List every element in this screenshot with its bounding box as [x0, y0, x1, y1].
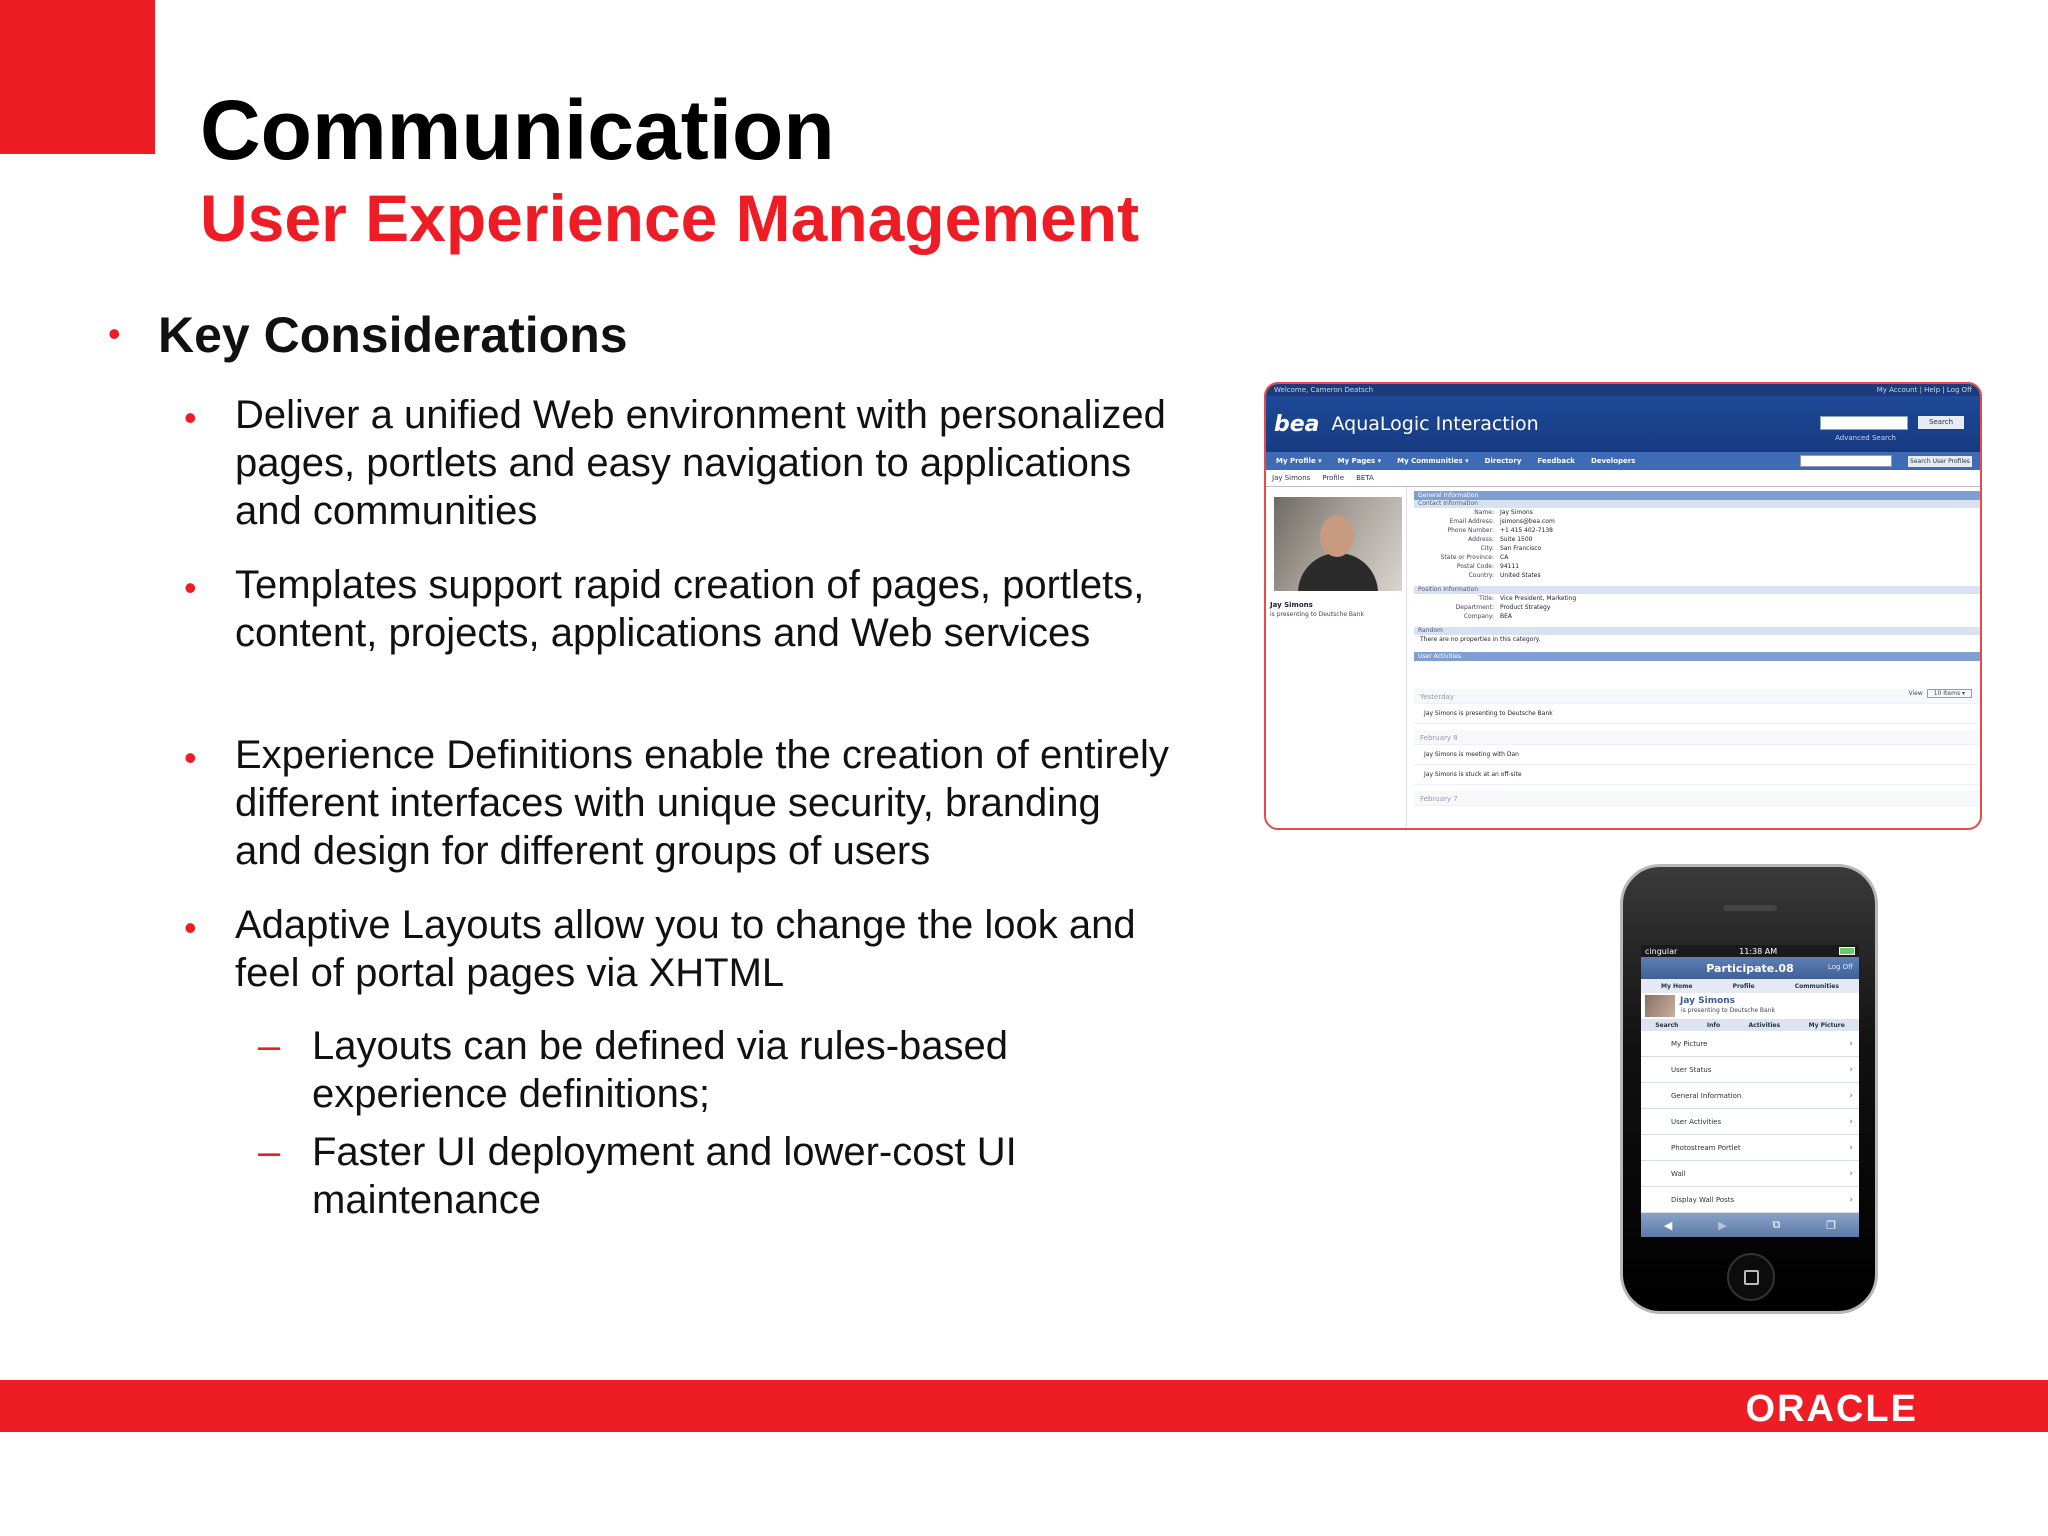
portal-right-column	[1414, 487, 1980, 806]
iphone-mockup	[1620, 864, 1878, 1314]
home-square-icon	[1744, 1270, 1759, 1285]
bullet-item-1: Deliver a unified Web environment with personalized pages, portlets and easy navigation to applications and communities	[235, 393, 1166, 533]
field-value: San Francisco	[1500, 545, 1542, 552]
activity-item: Jay Simons is presenting to Deutsche Bank	[1414, 704, 1980, 724]
section-position-information: Position Information	[1414, 586, 1980, 594]
field-label: Phone Number:	[1447, 527, 1494, 534]
portal-left-column	[1266, 487, 1407, 827]
portal-body	[1266, 487, 1980, 827]
portal-advanced-search-link[interactable]: Advanced Search	[1835, 434, 1896, 442]
portal-nav-my-communities[interactable]: My Communities ▾	[1397, 457, 1469, 465]
portal-nav-my-profile[interactable]: My Profile ▾	[1276, 457, 1322, 465]
phone-speaker	[1723, 905, 1777, 911]
phone-tab-communities[interactable]: Communities	[1794, 982, 1839, 990]
activity-item: Jay Simons is meeting with Dan	[1414, 745, 1980, 765]
sub-bullet-2: Faster UI deployment and lower-cost UI maintenance	[312, 1130, 1017, 1222]
phone-status-bar	[1641, 945, 1859, 957]
profile-photo-face	[1320, 515, 1354, 557]
oracle-logo: ORACLE	[1745, 1388, 1918, 1430]
portal-top-links[interactable]: My Account | Help | Log Off	[1876, 386, 1972, 394]
list-item[interactable]	[1641, 1083, 1859, 1109]
field-value: Vice President, Marketing	[1500, 595, 1577, 602]
activity-item: Jay Simons is stuck at an off-site	[1414, 765, 1980, 785]
bea-logo: bea	[1274, 411, 1320, 437]
portal-nav-directory[interactable]: Directory	[1484, 457, 1522, 465]
list-item[interactable]	[1641, 1135, 1859, 1161]
chevron-right-icon: ›	[1849, 1194, 1853, 1205]
field-label: Email Address:	[1449, 518, 1494, 525]
portal-profile-search-input[interactable]	[1800, 455, 1892, 467]
phone-screen	[1641, 945, 1859, 1237]
portal-search-profiles-button[interactable]: Search User Profiles	[1908, 456, 1972, 467]
list-item[interactable]	[1641, 1161, 1859, 1187]
corner-accent-block	[0, 0, 155, 154]
list-item-label: User Status	[1671, 1065, 1712, 1074]
portal-screenshot	[1264, 382, 1982, 830]
field-label: Postal Code:	[1456, 563, 1494, 570]
bullet-marker: •	[108, 313, 121, 354]
bookmarks-icon[interactable]: ⧉	[1772, 1218, 1781, 1231]
phone-logoff-button[interactable]: Log Off	[1827, 963, 1853, 971]
field-value: BEA	[1500, 613, 1513, 620]
portal-top-strip	[1266, 384, 1980, 396]
section-general-information: General Information	[1414, 491, 1980, 500]
list-item[interactable]	[1641, 1187, 1859, 1213]
phone-subtab-search[interactable]: Search	[1655, 1021, 1679, 1029]
profile-photo	[1274, 497, 1402, 591]
bullet-marker: •	[184, 907, 197, 948]
profile-name: Jay Simons	[1270, 601, 1313, 609]
portal-tab-profile[interactable]: Profile	[1322, 474, 1345, 482]
bullet-marker: •	[184, 397, 197, 438]
portal-search-button[interactable]: Search	[1918, 416, 1964, 429]
activity-day: February 7	[1414, 791, 1980, 806]
field-value: Suite 1500	[1500, 536, 1533, 543]
activities-spacer	[1414, 661, 1980, 683]
dash-marker: –	[258, 1130, 281, 1174]
dash-marker: –	[258, 1024, 281, 1068]
portal-search-input[interactable]	[1820, 416, 1908, 430]
field-value: 94111	[1500, 563, 1520, 570]
view-select[interactable]: 10 Items ▾	[1927, 689, 1972, 698]
phone-tabs	[1641, 979, 1859, 993]
list-item[interactable]	[1641, 1109, 1859, 1135]
list-item-label: General Information	[1671, 1091, 1742, 1100]
activity-day: February 8	[1414, 730, 1980, 745]
phone-time: 11:38 AM	[1739, 946, 1778, 956]
profile-status: is presenting to Deutsche Bank	[1270, 611, 1364, 618]
portal-nav-bar	[1266, 452, 1980, 470]
field-value: Product Strategy	[1500, 604, 1551, 611]
list-item[interactable]	[1641, 1057, 1859, 1083]
field-value: Jay Simons	[1500, 509, 1533, 516]
chevron-right-icon: ›	[1849, 1038, 1853, 1049]
field-label: Department:	[1455, 604, 1494, 611]
section-user-activities: User Activities	[1414, 652, 1980, 661]
bullet-item-2: Templates support rapid creation of pages, portlets, content, projects, applications and Web services	[235, 563, 1145, 655]
field-value: United States	[1500, 572, 1541, 579]
footer-bar	[0, 1380, 2048, 1432]
list-item[interactable]	[1641, 1031, 1859, 1057]
field-label: Company:	[1463, 613, 1494, 620]
section-random: Random	[1414, 627, 1980, 635]
phone-subtab-activities[interactable]: Activities	[1748, 1021, 1781, 1029]
portal-nav-feedback[interactable]: Feedback	[1537, 457, 1575, 465]
field-label: Title:	[1479, 595, 1494, 602]
avatar	[1645, 995, 1675, 1017]
bullet-marker: •	[184, 567, 197, 608]
profile-photo-torso	[1298, 553, 1378, 591]
portal-welcome: Welcome, Cameron Deatsch	[1274, 386, 1374, 394]
list-item-label: My Picture	[1671, 1039, 1708, 1048]
phone-subtab-info[interactable]: Info	[1706, 1021, 1721, 1029]
chevron-right-icon: ›	[1849, 1168, 1853, 1179]
phone-app-title: Participate.08	[1706, 961, 1794, 975]
sub-bullet-1: Layouts can be defined via rules-based experience definitions;	[312, 1024, 1009, 1116]
key-considerations-heading: Key Considerations	[158, 307, 628, 363]
phone-subtab-my-picture[interactable]: My Picture	[1808, 1021, 1845, 1029]
chevron-right-icon: ›	[1849, 1116, 1853, 1127]
portal-tabs	[1266, 470, 1980, 487]
phone-home-button[interactable]	[1727, 1253, 1775, 1301]
field-label: Country:	[1468, 572, 1494, 579]
battery-icon	[1839, 947, 1855, 955]
field-value: jsimons@bea.com	[1500, 518, 1555, 525]
field-label: Address:	[1468, 536, 1494, 543]
portal-app-name: AquaLogic Interaction	[1331, 413, 1539, 435]
phone-user-header	[1641, 993, 1859, 1019]
slide-subtitle: User Experience Management	[200, 181, 1140, 255]
phone-app-bar	[1641, 957, 1859, 979]
slide-title: Communication	[200, 83, 835, 177]
activity-view-selector	[1909, 689, 1973, 698]
chevron-right-icon: ›	[1849, 1142, 1853, 1153]
random-empty-text: There are no properties in this category.	[1420, 636, 1541, 643]
portal-nav-my-pages[interactable]: My Pages ▾	[1337, 457, 1382, 465]
bullet-marker: •	[184, 737, 197, 778]
list-item-label: User Activities	[1671, 1117, 1722, 1126]
phone-user-name: Jay Simons	[1680, 996, 1736, 1006]
back-icon[interactable]: ◀	[1663, 1218, 1673, 1232]
phone-tab-home[interactable]: My Home	[1661, 982, 1693, 990]
field-label: State or Province:	[1440, 554, 1494, 561]
field-label: City:	[1480, 545, 1494, 552]
portal-tab-beta[interactable]: BETA	[1356, 474, 1374, 482]
list-item-label: Photostream Portlet	[1671, 1143, 1741, 1152]
phone-browser-toolbar	[1641, 1213, 1859, 1237]
forward-icon[interactable]: ▶	[1718, 1218, 1727, 1232]
phone-user-status: is presenting to Deutsche Bank	[1681, 1007, 1775, 1014]
view-label: View	[1908, 690, 1923, 697]
phone-carrier: cingular	[1645, 946, 1678, 956]
field-label: Name:	[1474, 509, 1494, 516]
phone-subtabs	[1641, 1019, 1859, 1031]
chevron-right-icon: ›	[1849, 1090, 1853, 1101]
field-value: +1 415 402-7138	[1500, 527, 1553, 534]
phone-tab-profile[interactable]: Profile	[1732, 982, 1755, 990]
activity-day: Yesterday	[1414, 689, 1980, 704]
portal-nav-developers[interactable]: Developers	[1590, 457, 1636, 465]
field-value: CA	[1500, 554, 1509, 561]
portal-tab-user[interactable]: Jay Simons	[1272, 474, 1311, 482]
chevron-right-icon: ›	[1849, 1064, 1853, 1075]
section-contact-information: Contact Information	[1414, 500, 1980, 508]
bullet-item-3: Experience Definitions enable the creation of entirely different interfaces with unique security, branding and design for different groups of users	[235, 733, 1169, 873]
bullet-item-4: Adaptive Layouts allow you to change the look and feel of portal pages via XHTML	[235, 903, 1136, 995]
pages-icon[interactable]: ❐	[1826, 1218, 1837, 1232]
list-item-label: Display Wall Posts	[1671, 1195, 1735, 1204]
list-item-label: Wall	[1671, 1169, 1686, 1178]
portal-banner	[1266, 396, 1980, 452]
